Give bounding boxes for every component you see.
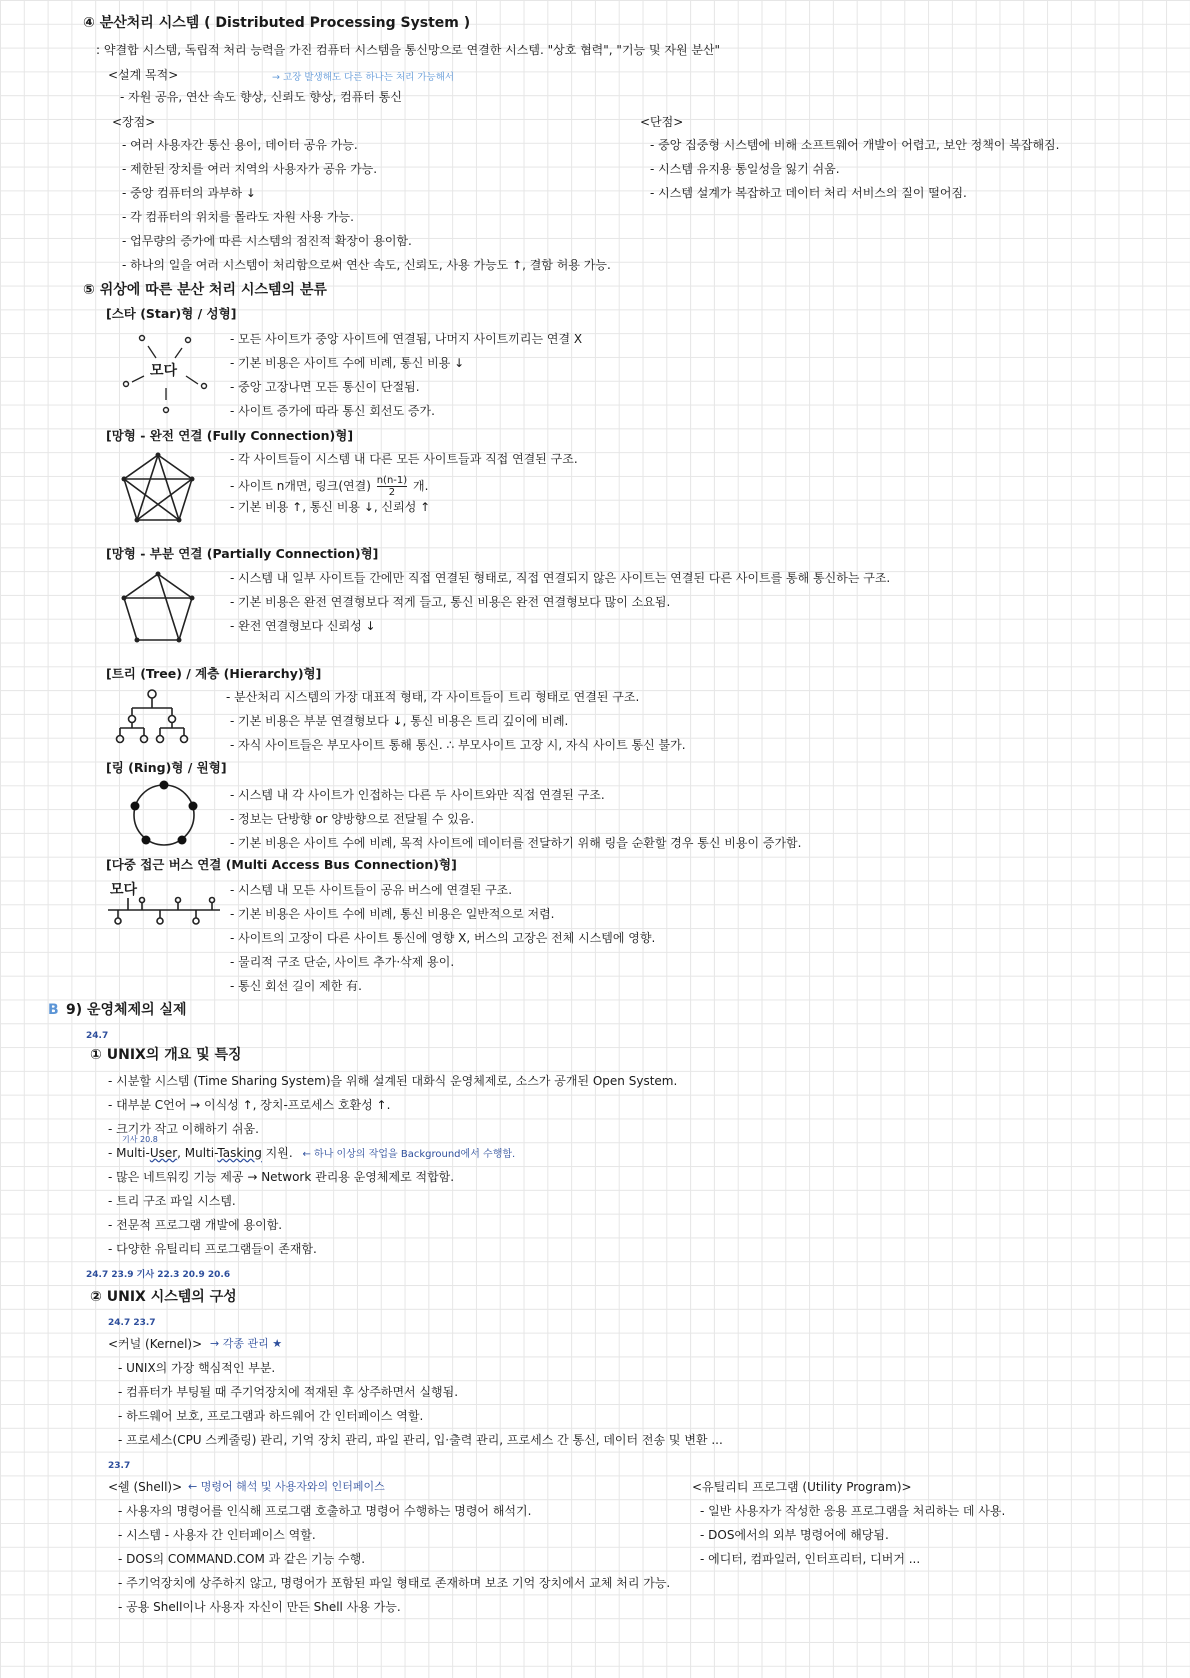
pros-item: - 각 컴퓨터의 위치를 몰라도 자원 사용 가능. — [122, 210, 354, 224]
pros-heading: <장점> — [112, 115, 156, 129]
star-item: - 모든 사이트가 중앙 사이트에 연결됨, 나머지 사이트끼리는 연결 X — [230, 332, 583, 346]
bus-heading: [다중 접근 버스 연결 (Multi Access Bus Connection)형] — [106, 857, 457, 872]
ring-item: - 정보는 단방향 or 양방향으로 전달될 수 있음. — [230, 812, 475, 826]
star-item: - 사이트 증가에 따라 통신 회선도 증가. — [230, 404, 435, 418]
ring-diagram — [126, 780, 206, 850]
exam-dates: 23.7 — [108, 1461, 131, 1471]
tree-item: - 자식 사이트들은 부모사이트 통해 통신. ∴ 부모사이트 고장 시, 자식 사이트 통신 불가. — [230, 738, 686, 752]
tree-diagram — [114, 688, 194, 750]
exam-tag: 기사 20.8 — [122, 1135, 158, 1144]
distributed-definition: : 약결합 시스템, 독립적 처리 능력을 가진 컴퓨터 시스템을 통신망으로 연결한 시스템. "상호 협력", "기능 및 자원 분산" — [96, 43, 721, 57]
unix-multi-item — [108, 1145, 515, 1163]
kernel-item: - 하드웨어 보호, 프로그램과 하드웨어 간 인터페이스 역할. — [118, 1409, 424, 1423]
cons-item: - 시스템 설계가 복잡하고 데이터 처리 서비스의 질이 떨어짐. — [650, 186, 967, 200]
kernel-item: - 프로세스(CPU 스케줄링) 관리, 기억 장치 관리, 파일 관리, 입·출력 관리, 프로세스 간 통신, 데이터 전송 및 변환 ... — [118, 1433, 723, 1447]
exam-dates: 24.7 — [86, 1031, 109, 1041]
link-count-fraction — [377, 475, 407, 498]
multi-note: ← 하나 이상의 작업을 Background에서 수행함. — [302, 1149, 516, 1160]
utility-heading: <유틸리티 프로그램 (Utility Program)> — [692, 1480, 912, 1494]
tree-item: - 분산처리 시스템의 가장 대표적 형태, 각 사이트들이 트리 형태로 연결된 구조. — [226, 690, 640, 704]
star-heading: [스타 (Star)형 / 성형] — [106, 306, 237, 321]
star-item: - 중앙 고장나면 모든 통신이 단절됨. — [230, 380, 420, 394]
unix-structure-title: ② UNIX 시스템의 구성 — [90, 1289, 237, 1305]
bus-item: - 물리적 구조 단순, 사이트 추가·삭제 용이. — [230, 955, 455, 969]
shell-item: - 시스템 - 사용자 간 인터페이스 역할. — [118, 1528, 316, 1542]
bus-item: - 기본 비용은 사이트 수에 비례, 통신 비용은 일반적으로 저렴. — [230, 907, 555, 921]
star-center-host-label: 모다 — [150, 363, 178, 379]
unix-item: - 대부분 C언어 → 이식성 ↑, 장치-프로세스 호환성 ↑. — [108, 1098, 391, 1112]
shell-item: - 공용 Shell이나 사용자 자신이 만든 Shell 사용 가능. — [118, 1600, 401, 1614]
shell-item: - 주기억장치에 상주하지 않고, 명령어가 포함된 파일 형태로 존재하며 보조 기억 장치에서 교체 처리 가능. — [118, 1576, 671, 1590]
grade-marker: B — [48, 1002, 59, 1018]
exam-dates: 24.7 23.7 — [108, 1318, 156, 1328]
pros-item: - 하나의 일을 여러 시스템이 처리함으로써 연산 속도, 신뢰도, 사용 가능도 ↑, 결함 허용 가능. — [122, 258, 611, 272]
bus-item: - 시스템 내 모든 사이트들이 공유 버스에 연결된 구조. — [230, 883, 513, 897]
shell-note: ← 명령어 해석 및 사용자와의 인터페이스 — [188, 1480, 385, 1493]
cons-item: - 시스템 유지용 통일성을 잃기 쉬움. — [650, 162, 840, 176]
full-mesh-formula — [230, 475, 428, 498]
section-title-topology: ⑤ 위상에 따른 분산 처리 시스템의 분류 — [83, 282, 327, 298]
multi-prefix: - Multi- — [108, 1146, 150, 1160]
partial-mesh-diagram — [118, 568, 198, 648]
partial-mesh-heading: [망형 - 부분 연결 (Partially Connection)형] — [106, 546, 379, 561]
fraction-numerator: n(n-1) — [376, 475, 408, 486]
bus-diagram — [108, 898, 223, 928]
goal-heading: <설계 목적> — [108, 68, 179, 82]
tree-item: - 기본 비용은 부분 연결형보다 ↓, 통신 비용은 트리 깊이에 비례. — [230, 714, 569, 728]
exam-dates: 24.7 23.9 기사 22.3 20.9 20.6 — [86, 1270, 231, 1280]
multi-mid: , Multi- — [177, 1146, 218, 1160]
multi-suffix: 지원. — [261, 1146, 293, 1160]
goal-items: - 자원 공유, 연산 속도 향상, 신뢰도 향상, 컴퓨터 통신 — [120, 90, 402, 104]
cons-item: - 중앙 집중형 시스템에 비해 소프트웨어 개발이 어렵고, 보안 정책이 복잡해짐. — [650, 138, 1060, 152]
ring-heading: [링 (Ring)형 / 원형] — [106, 760, 227, 775]
shell-item: - DOS의 COMMAND.COM 과 같은 기능 수행. — [118, 1552, 366, 1566]
kernel-item: - 컴퓨터가 부팅될 때 주기억장치에 적재된 후 상주하면서 실행됨. — [118, 1385, 459, 1399]
unix-item: - 트리 구조 파일 시스템. — [108, 1194, 236, 1208]
section-title-distributed: ④ 분산처리 시스템 ( Distributed Processing System ) — [83, 15, 471, 31]
star-item: - 기본 비용은 사이트 수에 비례, 통신 비용 ↓ — [230, 356, 465, 370]
full-mesh-heading: [망형 - 완전 연결 (Fully Connection)형] — [106, 428, 354, 443]
bus-item: - 사이트의 고장이 다른 사이트 통신에 영향 X, 버스의 고장은 전체 시스템에 영향. — [230, 931, 656, 945]
full-mesh-item: - 기본 비용 ↑, 통신 비용 ↓, 신뢰성 ↑ — [230, 500, 431, 514]
unix-item: - 많은 네트워킹 기능 제공 → Network 관리용 운영체제로 적합함. — [108, 1170, 455, 1184]
bus-host-label: 모다 — [110, 882, 138, 898]
fraction-denominator: 2 — [388, 487, 396, 498]
full-mesh-diagram — [118, 450, 198, 530]
partial-mesh-item: - 기본 비용은 완전 연결형보다 적게 들고, 통신 비용은 완전 연결형보다 많이 소요됨. — [230, 595, 671, 609]
partial-mesh-item: - 시스템 내 일부 사이트들 간에만 직접 연결된 형태로, 직접 연결되지 않은 사이트는 연결된 다른 사이트를 통해 통신하는 구조. — [230, 571, 891, 585]
unix-item: - 전문적 프로그램 개발에 용이함. — [108, 1218, 283, 1232]
full-mesh-item: - 각 사이트들이 시스템 내 다른 모든 사이트들과 직접 연결된 구조. — [230, 452, 578, 466]
pros-item: - 제한된 장치를 여러 지역의 사용자가 공유 가능. — [122, 162, 378, 176]
utility-item: - 에디터, 컴파일러, 인터프리터, 디버거 ... — [700, 1552, 921, 1566]
kernel-note: → 각종 관리 ★ — [210, 1337, 283, 1350]
unix-item: - 크기가 작고 이해하기 쉬움. — [108, 1122, 259, 1136]
formula-suffix: 개. — [413, 479, 429, 493]
kernel-heading: <커널 (Kernel)> — [108, 1337, 203, 1351]
ring-item: - 기본 비용은 사이트 수에 비례, 목적 사이트에 데이터를 전달하기 위해 링을 순환할 경우 통신 비용이 증가함. — [230, 836, 802, 850]
shell-item: - 사용자의 명령어를 인식해 프로그램 호출하고 명령어 수행하는 명령어 해석기. — [118, 1504, 532, 1518]
pros-item: - 업무량의 증가에 따른 시스템의 점진적 확장이 용이함. — [122, 234, 412, 248]
partial-mesh-item: - 완전 연결형보다 신뢰성 ↓ — [230, 619, 376, 633]
unix-item: - 다양한 유틸리티 프로그램들이 존재함. — [108, 1242, 317, 1256]
goal-note: → 고장 발생해도 다른 하나는 처리 가능해서 — [272, 72, 455, 83]
section-title-os: 9) 운영체제의 실제 — [66, 1002, 187, 1018]
multi-user-text: User — [149, 1146, 178, 1160]
unix-overview-title: ① UNIX의 개요 및 특징 — [90, 1047, 242, 1063]
pros-item: - 여러 사용자간 통신 용이, 데이터 공유 가능. — [122, 138, 358, 152]
utility-item: - DOS에서의 외부 명령어에 해당됨. — [700, 1528, 889, 1542]
kernel-item: - UNIX의 가장 핵심적인 부분. — [118, 1361, 276, 1375]
pros-item: - 중앙 컴퓨터의 과부하 ↓ — [122, 186, 256, 200]
ring-item: - 시스템 내 각 사이트가 인접하는 다른 두 사이트와만 직접 연결된 구조. — [230, 788, 605, 802]
unix-item: - 시분할 시스템 (Time Sharing System)을 위해 설계된 대화식 운영체제로, 소스가 공개된 Open System. — [108, 1074, 678, 1088]
shell-heading: <쉘 (Shell)> — [108, 1480, 183, 1494]
cons-heading: <단점> — [640, 115, 684, 129]
tree-heading: [트리 (Tree) / 계층 (Hierarchy)형] — [106, 666, 322, 681]
utility-item: - 일반 사용자가 작성한 응용 프로그램을 처리하는 데 사용. — [700, 1504, 1006, 1518]
formula-prefix: - 사이트 n개면, 링크(연결) — [230, 479, 371, 493]
multi-tasking-text: Tasking — [217, 1146, 262, 1160]
bus-item: - 통신 회선 길이 제한 有. — [230, 979, 362, 993]
